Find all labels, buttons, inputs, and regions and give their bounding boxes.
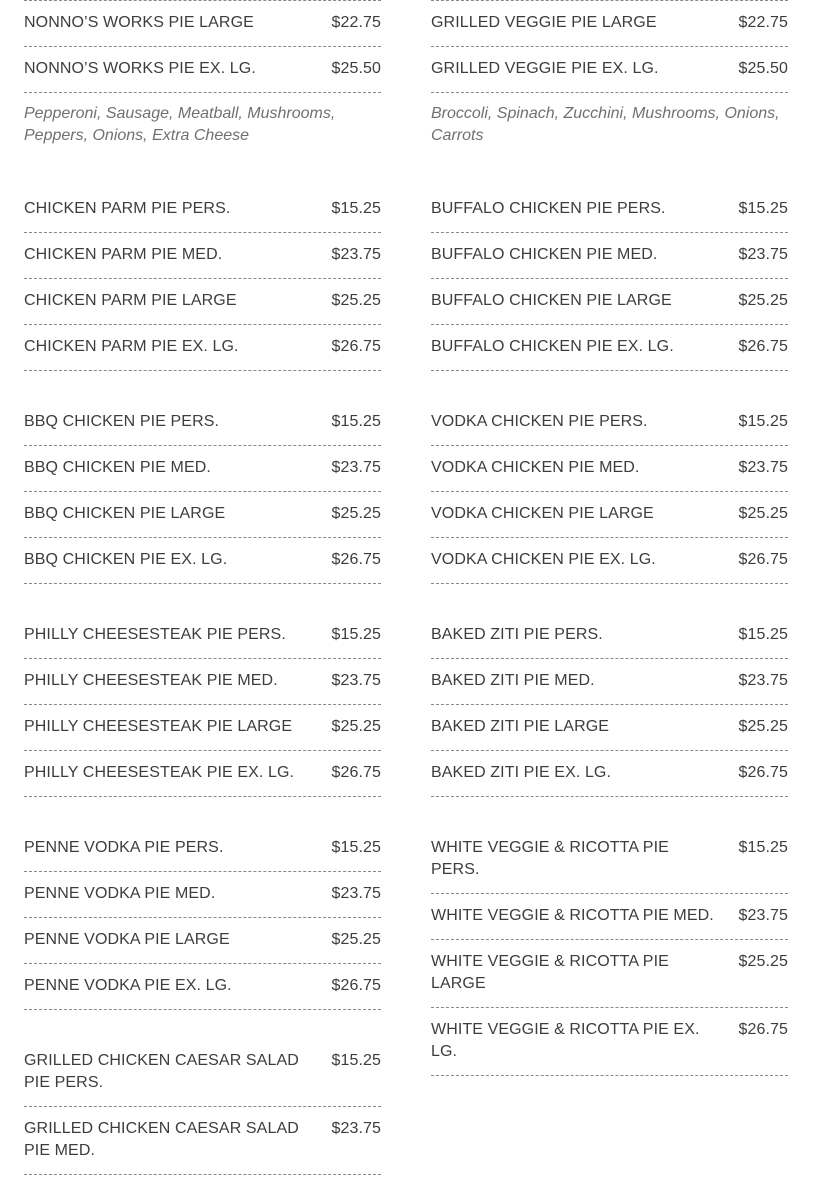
- menu-item-name: VODKA CHICKEN PIE MED.: [431, 459, 640, 476]
- menu-group: [24, 613, 381, 797]
- menu-item-name: GRILLED CHICKEN CAESAR SALAD PIE PERS.: [24, 1052, 299, 1091]
- menu-item-price: $25.25: [331, 718, 381, 735]
- menu-item-row[interactable]: [431, 613, 788, 659]
- menu-item-price: $22.75: [738, 14, 788, 31]
- menu-item-price: $25.25: [738, 953, 788, 970]
- menu-item-price: $23.75: [738, 672, 788, 689]
- menu-item-price: $23.75: [738, 907, 788, 924]
- menu-item-row[interactable]: [24, 233, 381, 279]
- menu-item-name: BUFFALO CHICKEN PIE MED.: [431, 246, 658, 263]
- menu-item-price: $25.25: [738, 292, 788, 309]
- menu-item-price: $26.75: [331, 977, 381, 994]
- menu-item-price: $25.50: [738, 60, 788, 77]
- menu-item-price: $26.75: [738, 764, 788, 781]
- menu-item-name: CHICKEN PARM PIE EX. LG.: [24, 338, 239, 355]
- menu-item-row[interactable]: [431, 233, 788, 279]
- menu-item-row[interactable]: [431, 940, 788, 1008]
- menu-item-price: $23.75: [331, 1120, 381, 1137]
- menu-item-row[interactable]: [24, 446, 381, 492]
- menu-item-row[interactable]: [24, 279, 381, 325]
- menu-item-description: Broccoli, Spinach, Zucchini, Mushrooms, Onions, Carrots: [431, 105, 780, 144]
- menu-item-row[interactable]: [24, 826, 381, 872]
- menu-item-price: $25.25: [738, 505, 788, 522]
- menu-item-name: CHICKEN PARM PIE PERS.: [24, 200, 231, 217]
- menu-column-right: [431, 1, 788, 1105]
- menu-item-row[interactable]: [431, 705, 788, 751]
- menu-item-price: $23.75: [331, 885, 381, 902]
- menu-item-price: $15.25: [331, 626, 381, 643]
- menu-item-name: PENNE VODKA PIE MED.: [24, 885, 216, 902]
- menu-item-name: GRILLED CHICKEN CAESAR SALAD PIE MED.: [24, 1120, 299, 1159]
- menu-item-price: $26.75: [738, 551, 788, 568]
- menu-item-name: BAKED ZITI PIE LARGE: [431, 718, 610, 735]
- menu-item-row[interactable]: [431, 47, 788, 93]
- menu-item-price: $23.75: [331, 246, 381, 263]
- menu-item-name: NONNO’S WORKS PIE EX. LG.: [24, 60, 256, 77]
- menu-group: [24, 400, 381, 584]
- menu-item-name: VODKA CHICKEN PIE PERS.: [431, 413, 648, 430]
- menu-item-row[interactable]: [431, 1, 788, 47]
- menu-group: [24, 1039, 381, 1175]
- menu-item-price: $15.25: [331, 1052, 381, 1069]
- menu-item-name: CHICKEN PARM PIE LARGE: [24, 292, 237, 309]
- menu-item-row[interactable]: [24, 918, 381, 964]
- menu-item-row[interactable]: [431, 1008, 788, 1076]
- menu-item-row[interactable]: [24, 751, 381, 797]
- menu-item-name: WHITE VEGGIE & RICOTTA PIE EX. LG.: [431, 1021, 700, 1060]
- menu-item-price: $15.25: [331, 200, 381, 217]
- menu-item-row[interactable]: [431, 894, 788, 940]
- menu-item-row[interactable]: [431, 538, 788, 584]
- menu-group: [24, 826, 381, 1010]
- menu-item-name: WHITE VEGGIE & RICOTTA PIE MED.: [431, 907, 714, 924]
- menu-item-row[interactable]: [24, 964, 381, 1010]
- menu-item-row[interactable]: [24, 613, 381, 659]
- menu-item-price: $25.25: [331, 292, 381, 309]
- menu-item-name: VODKA CHICKEN PIE LARGE: [431, 505, 654, 522]
- menu-item-row[interactable]: [431, 187, 788, 233]
- menu-item-name: VODKA CHICKEN PIE EX. LG.: [431, 551, 656, 568]
- menu-item-row[interactable]: [24, 705, 381, 751]
- menu-item-price: $23.75: [738, 246, 788, 263]
- menu-item-row[interactable]: [24, 659, 381, 705]
- menu-item-name: WHITE VEGGIE & RICOTTA PIE LARGE: [431, 953, 669, 992]
- menu-item-name: PENNE VODKA PIE LARGE: [24, 931, 230, 948]
- menu-item-price: $23.75: [331, 672, 381, 689]
- menu-item-price: $26.75: [331, 338, 381, 355]
- menu-item-name: BAKED ZITI PIE EX. LG.: [431, 764, 612, 781]
- menu-item-price: $15.25: [738, 626, 788, 643]
- menu-item-row[interactable]: [24, 538, 381, 584]
- menu-item-row[interactable]: [24, 872, 381, 918]
- menu-item-row[interactable]: [24, 187, 381, 233]
- menu-item-row[interactable]: [24, 1107, 381, 1175]
- menu-item-name: BBQ CHICKEN PIE MED.: [24, 459, 211, 476]
- menu-item-row[interactable]: [431, 279, 788, 325]
- menu-item-row[interactable]: [431, 659, 788, 705]
- menu-item-price: $25.25: [738, 718, 788, 735]
- menu-item-name: PHILLY CHEESESTEAK PIE PERS.: [24, 626, 286, 643]
- menu-item-price: $25.25: [331, 505, 381, 522]
- menu-item-name: BBQ CHICKEN PIE EX. LG.: [24, 551, 228, 568]
- menu-item-row[interactable]: [431, 446, 788, 492]
- menu-item-price: $23.75: [738, 459, 788, 476]
- menu-item-row[interactable]: [24, 1039, 381, 1107]
- menu-group: [24, 1, 381, 147]
- menu-item-row[interactable]: [431, 826, 788, 894]
- menu-item-price: $15.25: [738, 413, 788, 430]
- menu-item-price: $22.75: [331, 14, 381, 31]
- menu-group: [24, 187, 381, 371]
- menu-item-name: BBQ CHICKEN PIE PERS.: [24, 413, 220, 430]
- menu-item-price: $15.25: [738, 200, 788, 217]
- menu-item-price: $26.75: [331, 764, 381, 781]
- menu-item-row[interactable]: [24, 1, 381, 47]
- menu-item-price: $15.25: [331, 839, 381, 856]
- menu-item-row[interactable]: [24, 400, 381, 446]
- menu-item-name: BUFFALO CHICKEN PIE PERS.: [431, 200, 666, 217]
- menu-item-name: BUFFALO CHICKEN PIE LARGE: [431, 292, 672, 309]
- menu-item-name: GRILLED VEGGIE PIE LARGE: [431, 14, 657, 31]
- menu-item-row[interactable]: [431, 751, 788, 797]
- menu-item-name: BBQ CHICKEN PIE LARGE: [24, 505, 226, 522]
- menu-item-name: PHILLY CHEESESTEAK PIE EX. LG.: [24, 764, 295, 781]
- menu-item-name: BAKED ZITI PIE PERS.: [431, 626, 603, 643]
- menu-item-name: PHILLY CHEESESTEAK PIE LARGE: [24, 718, 293, 735]
- menu-item-name: GRILLED VEGGIE PIE EX. LG.: [431, 60, 659, 77]
- menu-item-price: $26.75: [738, 338, 788, 355]
- menu-item-price: $23.75: [331, 459, 381, 476]
- menu-item-name: WHITE VEGGIE & RICOTTA PIE PERS.: [431, 839, 669, 878]
- menu-item-price: $26.75: [738, 1021, 788, 1038]
- menu-group: [431, 613, 788, 797]
- menu-group: [431, 1, 788, 147]
- menu-item-row[interactable]: [431, 400, 788, 446]
- menu-item-price: $25.25: [331, 931, 381, 948]
- menu-item-name: BAKED ZITI PIE MED.: [431, 672, 595, 689]
- menu-item-description: Pepperoni, Sausage, Meatball, Mushrooms, Peppers, Onions, Extra Cheese: [24, 105, 336, 144]
- menu-item-name: PHILLY CHEESESTEAK PIE MED.: [24, 672, 278, 689]
- menu-group: [431, 187, 788, 371]
- menu-item-name: BUFFALO CHICKEN PIE EX. LG.: [431, 338, 674, 355]
- menu-column-left: [24, 1, 381, 1204]
- menu-item-row[interactable]: [431, 325, 788, 371]
- menu-item-name: NONNO’S WORKS PIE LARGE: [24, 14, 254, 31]
- menu-item-name: CHICKEN PARM PIE MED.: [24, 246, 223, 263]
- menu-item-row[interactable]: [24, 47, 381, 93]
- menu-item-name: PENNE VODKA PIE EX. LG.: [24, 977, 232, 994]
- menu-item-name: PENNE VODKA PIE PERS.: [24, 839, 224, 856]
- menu-item-price: $15.25: [738, 839, 788, 856]
- menu-item-row[interactable]: [24, 325, 381, 371]
- menu-item-price: $15.25: [331, 413, 381, 430]
- menu-item-price: $26.75: [331, 551, 381, 568]
- menu-item-price: $25.50: [331, 60, 381, 77]
- menu-item-row[interactable]: [431, 492, 788, 538]
- menu-group: [431, 826, 788, 1076]
- menu-group: [431, 400, 788, 584]
- menu-item-row[interactable]: [24, 492, 381, 538]
